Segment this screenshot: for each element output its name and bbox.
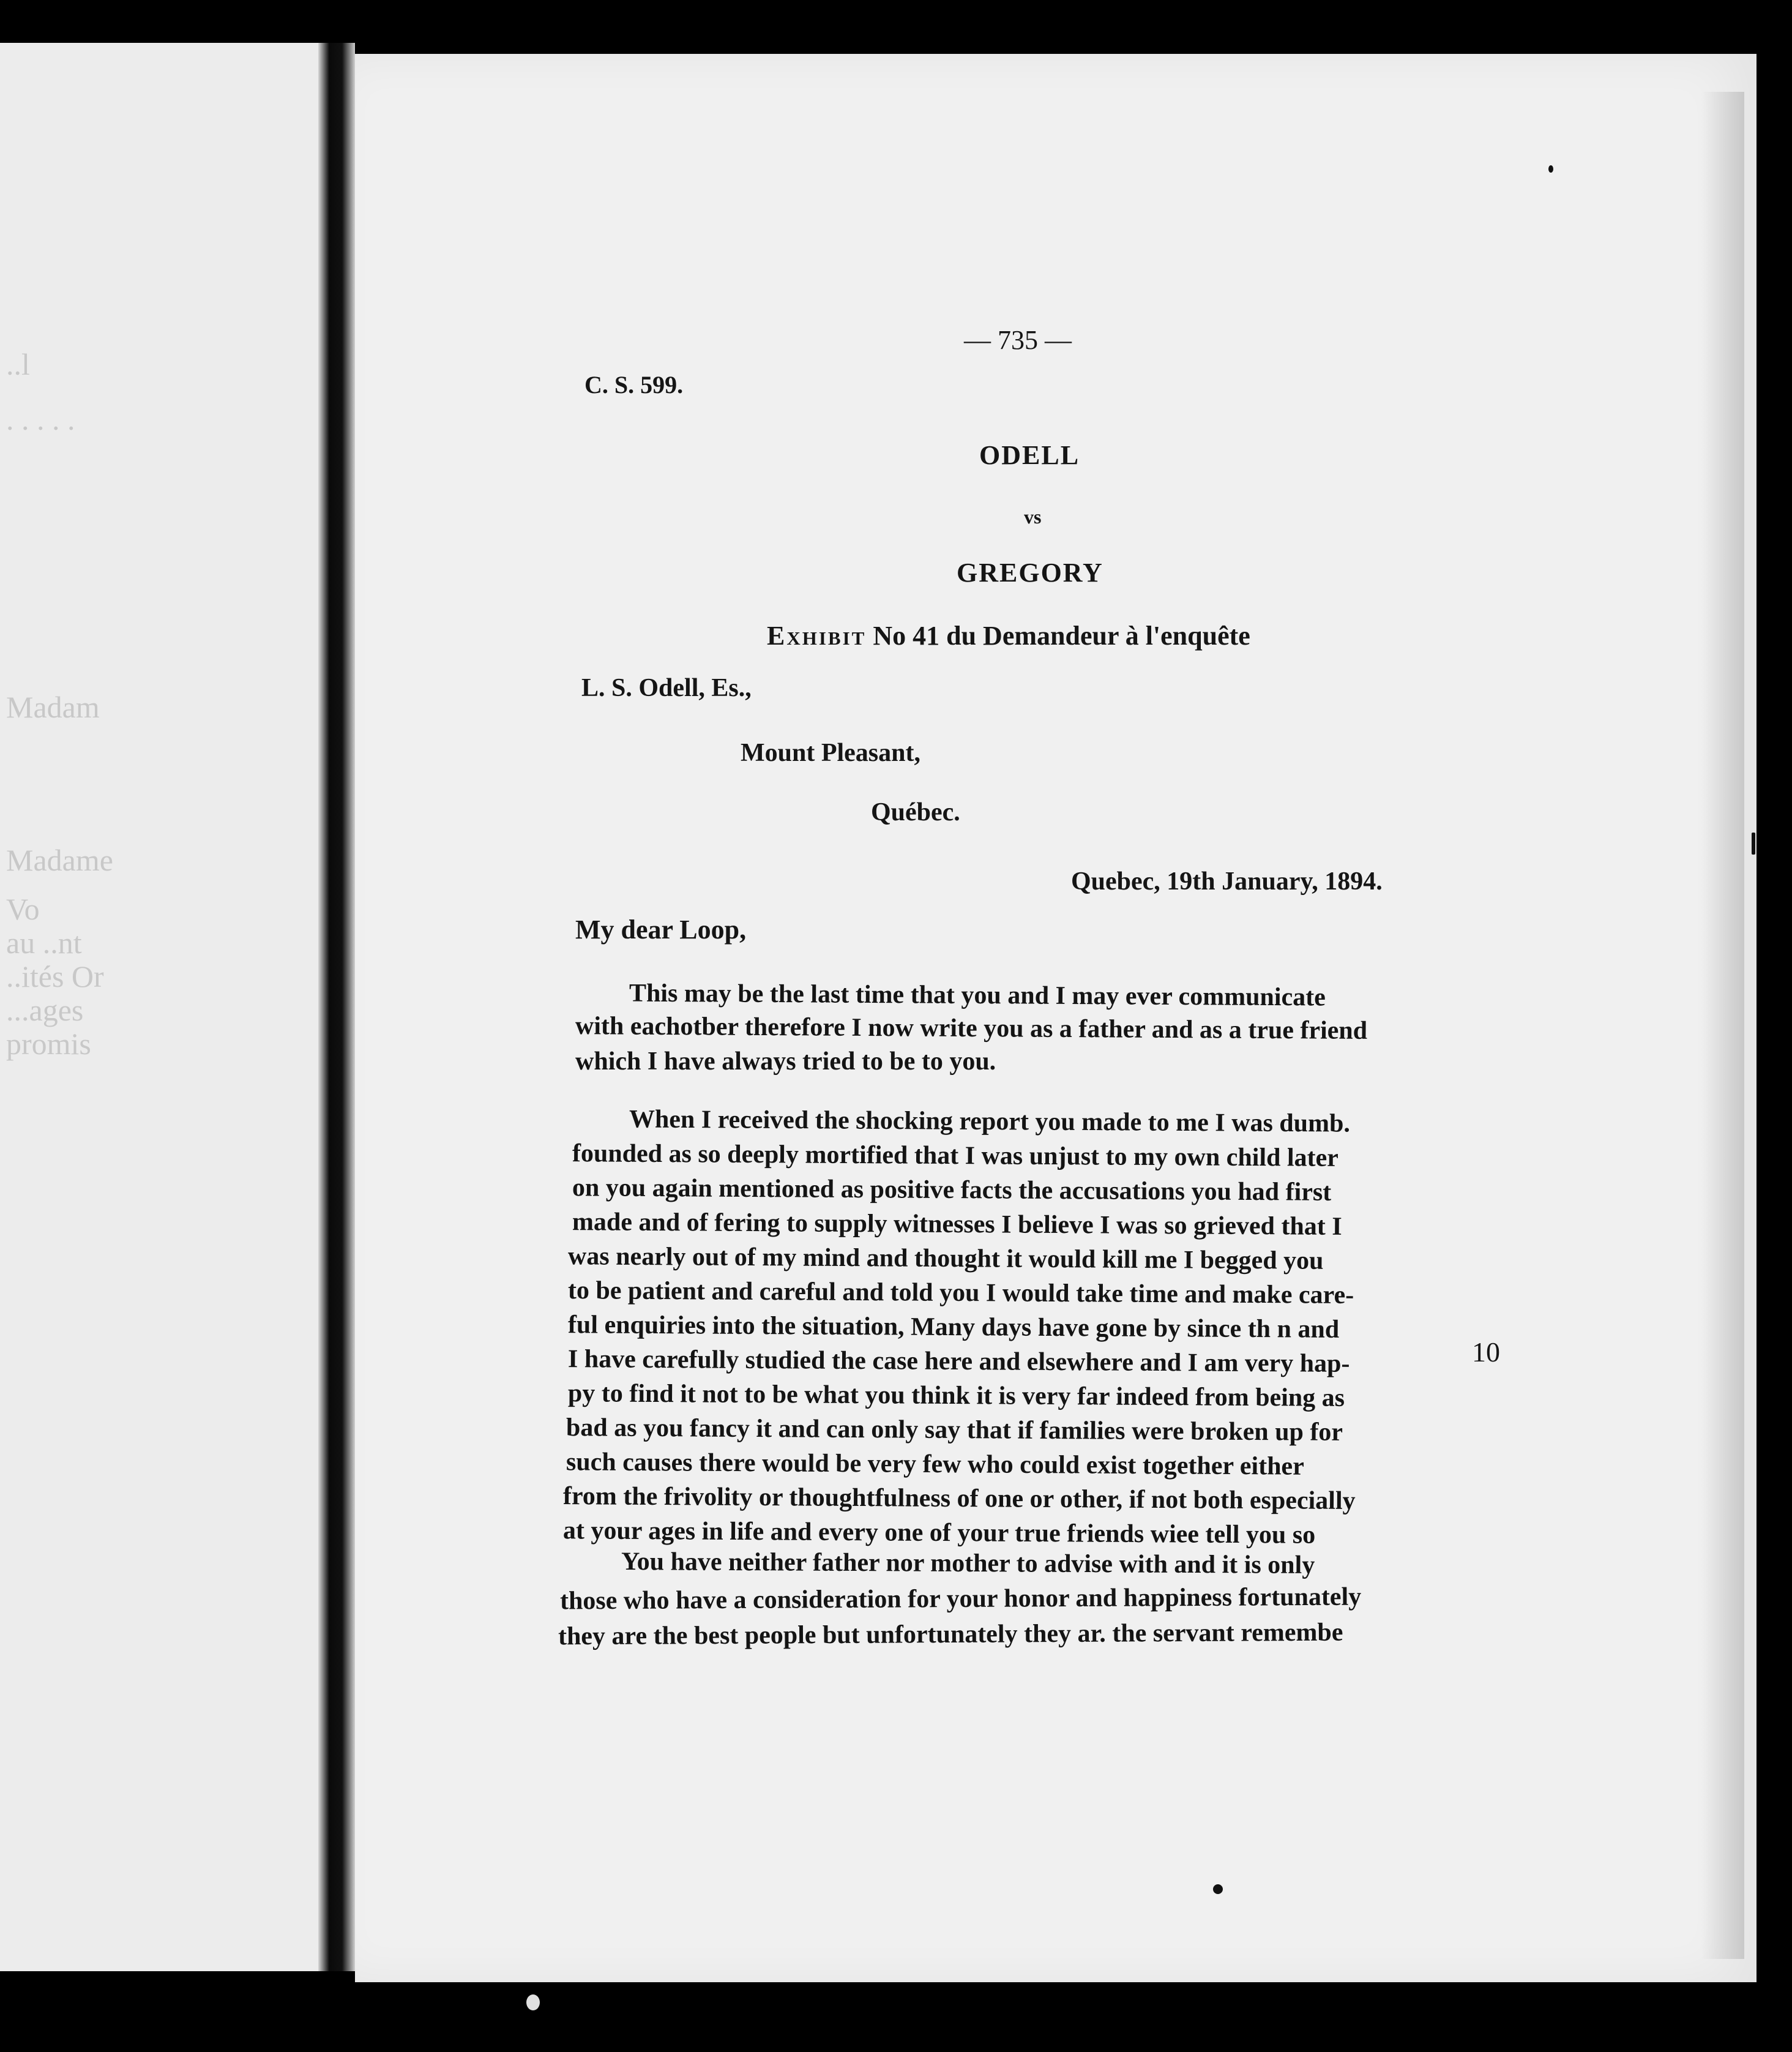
body-line: When I received the shocking report you made to me I was dumb.	[629, 1105, 1351, 1138]
body-line: such causes there would be very few who could exist together either	[566, 1448, 1304, 1481]
left-page-text: . . . . .	[6, 402, 75, 436]
body-line: You have neither father nor mother to advise with and it is only	[621, 1548, 1315, 1579]
margin-line-number: 10	[1472, 1336, 1500, 1368]
body-line: ful enquiries into the situation, Many days have gone by since th n and	[567, 1311, 1340, 1344]
body-line: at your ages in life and every one of your true friends wiee tell you so	[562, 1516, 1316, 1549]
scan-speck	[1752, 833, 1755, 855]
left-page-text: au ..nt	[6, 926, 82, 960]
versus-label: vs	[1024, 506, 1042, 528]
salutation: My dear Loop,	[575, 915, 747, 945]
left-page-text: ..ités Or	[6, 959, 104, 994]
left-page-text: Madame	[6, 843, 113, 877]
body-line: from the frivolity or thoughtfulness of one or other, if not both especially	[562, 1482, 1356, 1515]
left-page-text: ..l	[6, 347, 30, 381]
defendant-name: GREGORY	[957, 558, 1103, 588]
body-line: those who have a consideration for your honor and happiness fortunately	[559, 1582, 1362, 1616]
exhibit-prefix: Exhibit	[767, 621, 867, 651]
body-line: bad as you fancy it and can only say that if families were broken up for	[566, 1414, 1343, 1447]
plaintiff-name: ODELL	[979, 440, 1080, 470]
scan-speck	[1213, 1884, 1223, 1894]
exhibit-description: No 41 du Demandeur à l'enquête	[866, 621, 1250, 651]
body-line: they are the best people but unfortunately they ar. the servant remembe	[558, 1618, 1343, 1651]
body-line: to be patient and careful and told you I would take time and make care-	[567, 1276, 1354, 1309]
scan-speck	[526, 1994, 540, 2010]
left-page-text: ...ages	[6, 993, 84, 1027]
body-line: This may be the last time that you and I may ever communicate	[629, 979, 1326, 1012]
body-line: py to find it not to be what you think it is very far indeed from being as	[567, 1379, 1345, 1412]
letter-date: Quebec, 19th January, 1894.	[1071, 867, 1383, 896]
body-line: which I have always tried to be to you.	[575, 1047, 996, 1076]
address-recipient: L. S. Odell, Es.,	[581, 674, 752, 702]
left-page-fragment	[0, 43, 343, 1971]
body-line: was nearly out of my mind and thought it would kill me I begged you	[567, 1242, 1324, 1275]
body-line: on you again mentioned as positive facts the accusations you had first	[572, 1174, 1332, 1207]
body-line: founded as so deeply mortified that I was unjust to my own child later	[572, 1139, 1339, 1172]
scan-speck	[1548, 165, 1553, 173]
address-city: Québec.	[871, 798, 960, 826]
left-page-text: promis	[6, 1027, 91, 1061]
book-spine	[318, 43, 355, 1971]
body-line: I have carefully studied the case here and elsewhere and I am very hap-	[567, 1345, 1350, 1378]
body-line: made and of fering to supply witnesses I believe I was so grieved that I	[572, 1208, 1342, 1241]
address-street: Mount Pleasant,	[741, 739, 920, 767]
body-line: with eachotber therefore I now write you as a father and as a true friend	[575, 1012, 1368, 1045]
exhibit-heading	[767, 620, 1250, 651]
case-number: C. S. 599.	[584, 371, 684, 399]
page-edge-shadow	[1701, 92, 1744, 1959]
left-page-text: Vo	[6, 892, 40, 926]
page-number: — 735 —	[964, 325, 1072, 355]
left-page-text: Madam	[6, 690, 100, 724]
